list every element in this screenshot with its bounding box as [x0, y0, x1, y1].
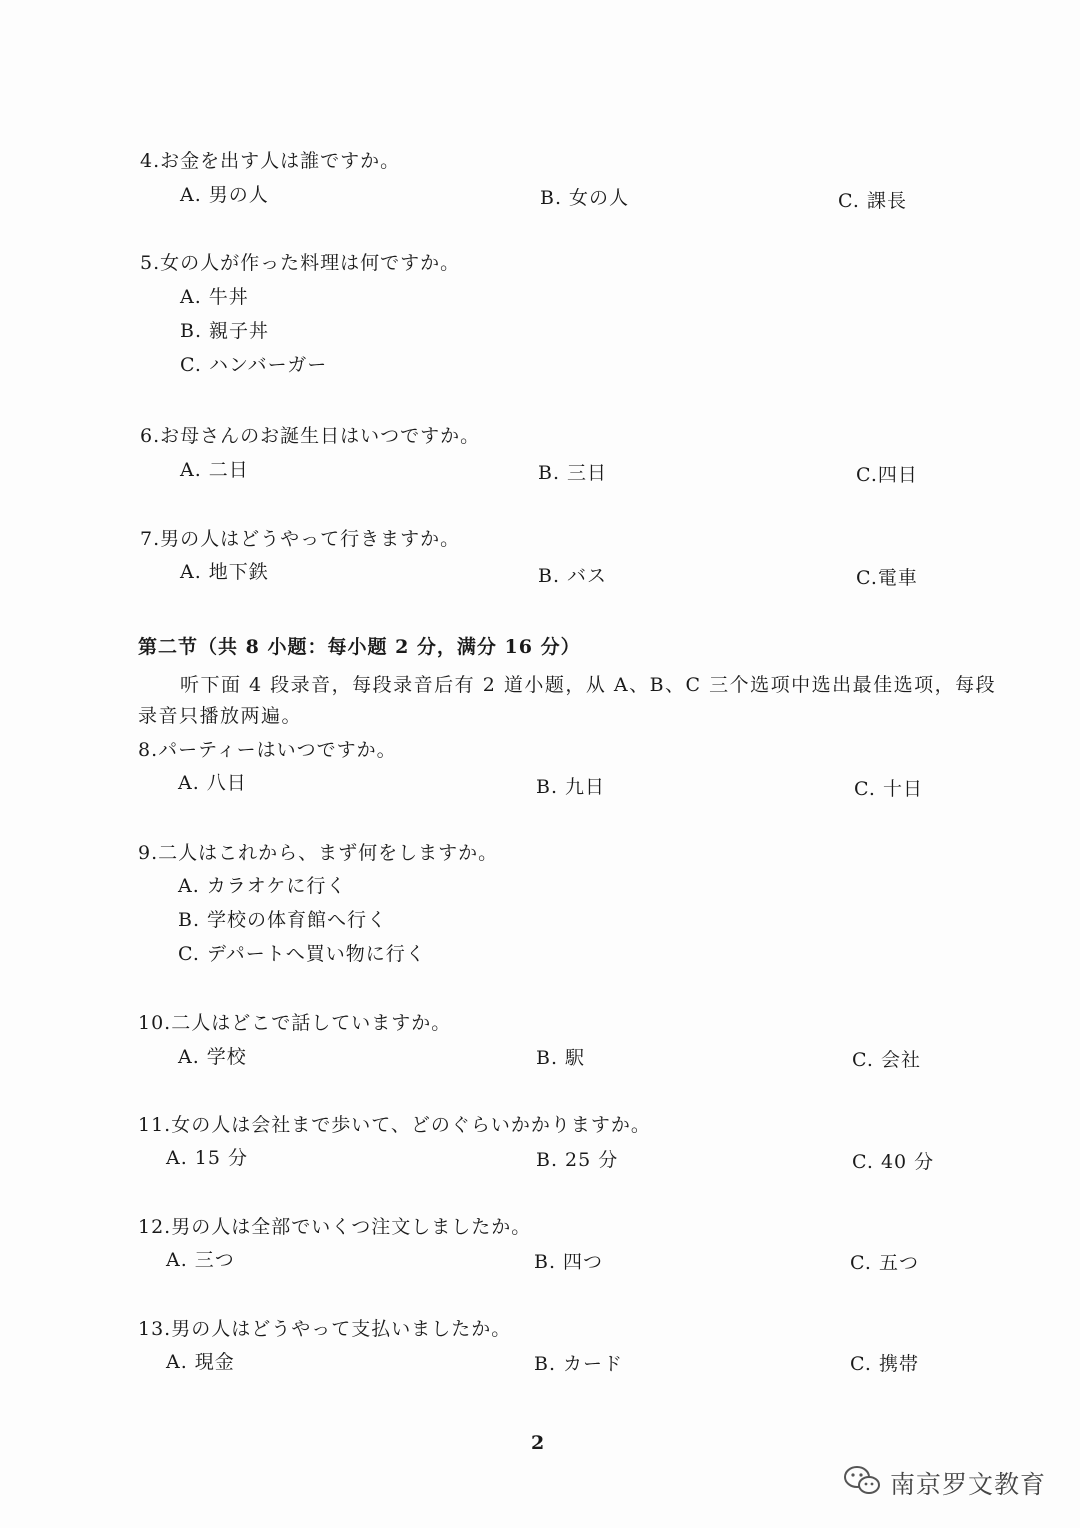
- question-4-option-a: A. 男の人: [180, 184, 269, 206]
- question-8-option-a: A. 八日: [178, 772, 247, 794]
- question-5-option-a: A. 牛丼: [180, 286, 249, 308]
- question-10-option-c: C. 会社: [852, 1049, 921, 1071]
- page-number: 2: [531, 1432, 545, 1454]
- watermark-text: 南京罗文教育: [890, 1470, 1047, 1499]
- question-6-option-c: C.四日: [856, 464, 918, 486]
- question-11-option-a: A. 15 分: [166, 1147, 249, 1169]
- question-4-option-b: B. 女の人: [540, 187, 630, 209]
- question-10-option-a: A. 学校: [178, 1046, 247, 1068]
- section-2-title: 第二节（共 8 小题：每小题 2 分，满分 16 分）: [138, 636, 581, 658]
- section-2-instructions-line-1: 听下面 4 段录音，每段录音后有 2 道小题，从 A、B、C 三个选项中选出最佳选项，每段: [180, 674, 997, 696]
- question-12: 12.男の人は全部でいくつ注文しましたか。: [138, 1216, 532, 1238]
- question-7: 7.男の人はどうやって行きますか。: [140, 528, 461, 550]
- question-6-option-b: B. 三日: [538, 462, 608, 484]
- question-13-option-a: A. 現金: [166, 1351, 235, 1373]
- question-7-option-a: A. 地下鉄: [180, 561, 269, 583]
- question-11-option-c: C. 40 分: [852, 1151, 935, 1173]
- question-4-option-c: C. 課長: [838, 190, 907, 212]
- question-4: 4.お金を出す人は誰ですか。: [140, 150, 401, 172]
- question-5-option-c: C. ハンバーガー: [180, 354, 328, 376]
- question-7-option-c: C.電車: [856, 567, 918, 589]
- question-13-option-c: C. 携帯: [850, 1353, 919, 1375]
- question-6: 6.お母さんのお誕生日はいつですか。: [140, 425, 481, 447]
- question-13: 13.男の人はどうやって支払いましたか。: [138, 1318, 512, 1340]
- question-10: 10.二人はどこで話していますか。: [138, 1012, 452, 1034]
- question-13-option-b: B. カード: [534, 1353, 624, 1375]
- question-5-option-b: B. 親子丼: [180, 320, 270, 342]
- question-12-option-b: B. 四つ: [534, 1251, 604, 1273]
- section-2-instructions-line-2: 录音只播放两遍。: [138, 705, 303, 727]
- question-8: 8.パーティーはいつですか。: [138, 739, 397, 761]
- question-11-option-b: B. 25 分: [536, 1149, 619, 1171]
- question-8-option-c: C. 十日: [854, 778, 923, 800]
- question-12-option-c: C. 五つ: [850, 1252, 919, 1274]
- question-9-option-b: B. 学校の体育館へ行く: [178, 909, 388, 931]
- question-10-option-b: B. 駅: [536, 1047, 586, 1069]
- watermark: [842, 1464, 1046, 1502]
- question-11: 11.女の人は会社まで歩いて、どのぐらいかかりますか。: [138, 1114, 651, 1136]
- question-9: 9.二人はこれから、まず何をしますか。: [138, 842, 499, 864]
- wechat-icon: [842, 1464, 882, 1502]
- question-9-option-a: A. カラオケに行く: [178, 875, 347, 897]
- question-12-option-a: A. 三つ: [166, 1249, 235, 1271]
- question-7-option-b: B. バス: [538, 565, 608, 587]
- question-8-option-b: B. 九日: [536, 776, 606, 798]
- question-5: 5.女の人が作った料理は何ですか。: [140, 252, 461, 274]
- question-9-option-c: C. デパートへ買い物に行く: [178, 943, 426, 965]
- question-6-option-a: A. 二日: [180, 459, 249, 481]
